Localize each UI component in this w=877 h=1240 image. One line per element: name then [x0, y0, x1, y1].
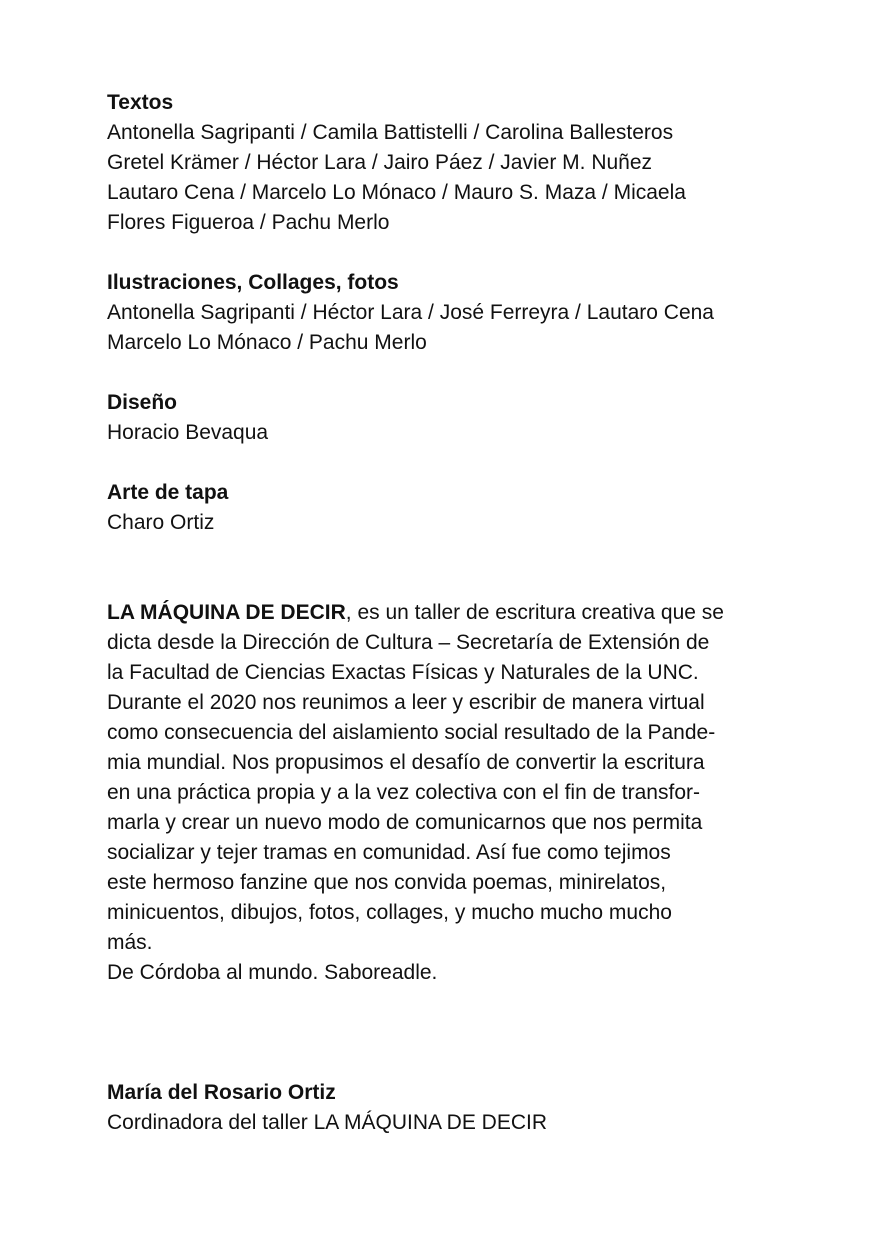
signature-block — [107, 1078, 787, 1138]
ilustraciones-line: Marcelo Lo Mónaco / Pachu Merlo — [107, 331, 427, 354]
signature-role: Cordinadora del taller LA MÁQUINA DE DECIR — [107, 1111, 548, 1134]
spacer — [107, 358, 787, 388]
description-first-line — [107, 598, 787, 628]
textos-line: Flores Figueroa / Pachu Merlo — [107, 211, 390, 234]
signature-name: María del Rosario Ortiz — [107, 1081, 336, 1104]
description-line: este hermoso fanzine que nos convida poemas, minirelatos, — [107, 871, 667, 894]
description-line: marla y crear un nuevo modo de comunicarnos que nos permita — [107, 811, 703, 834]
description-line: más. — [107, 931, 153, 954]
description-line: la Facultad de Ciencias Exactas Físicas y Naturales de la UNC. — [107, 661, 699, 684]
description-line: minicuentos, dibujos, fotos, collages, y mucho mucho mucho — [107, 901, 672, 924]
description-line: como consecuencia del aislamiento social resultado de la Pande- — [107, 721, 716, 744]
arte-heading: Arte de tapa — [107, 481, 229, 504]
diseno-line: Horacio Bevaqua — [107, 421, 269, 444]
description-line: dicta desde la Dirección de Cultura – Secretaría de Extensión de — [107, 631, 710, 654]
spacer — [107, 448, 787, 478]
diseno-heading: Diseño — [107, 391, 178, 414]
ilustraciones-heading: Ilustraciones, Collages, fotos — [107, 271, 399, 294]
ilustraciones-line: Antonella Sagripanti / Héctor Lara / José Ferreyra / Lautaro Cena — [107, 301, 714, 324]
diseno-section — [107, 388, 787, 448]
description-line: De Córdoba al mundo. Saboreadle. — [107, 961, 438, 984]
ilustraciones-section — [107, 268, 787, 358]
workshop-name: LA MÁQUINA DE DECIR — [107, 601, 346, 624]
spacer — [107, 238, 787, 268]
spacer — [107, 538, 787, 598]
textos-line: Lautaro Cena / Marcelo Lo Mónaco / Mauro S. Maza / Micaela — [107, 181, 686, 204]
description-line: en una práctica propia y a la vez colectiva con el fin de transfor- — [107, 781, 700, 804]
credits-page — [107, 88, 787, 1138]
spacer — [107, 988, 787, 1078]
description-paragraph — [107, 598, 787, 988]
description-line: Durante el 2020 nos reunimos a leer y escribir de manera virtual — [107, 691, 705, 714]
arte-line: Charo Ortiz — [107, 511, 215, 534]
textos-line: Gretel Krämer / Héctor Lara / Jairo Páez / Javier M. Nuñez — [107, 151, 653, 174]
arte-section — [107, 478, 787, 538]
textos-section — [107, 88, 787, 238]
description-first-line-rest: , es un taller de escritura creativa que se — [345, 601, 724, 624]
textos-heading: Textos — [107, 91, 174, 114]
textos-line: Antonella Sagripanti / Camila Battistelli / Carolina Ballesteros — [107, 121, 674, 144]
description-line: socializar y tejer tramas en comunidad. Así fue como tejimos — [107, 841, 671, 864]
description-line: mia mundial. Nos propusimos el desafío de convertir la escritura — [107, 751, 705, 774]
